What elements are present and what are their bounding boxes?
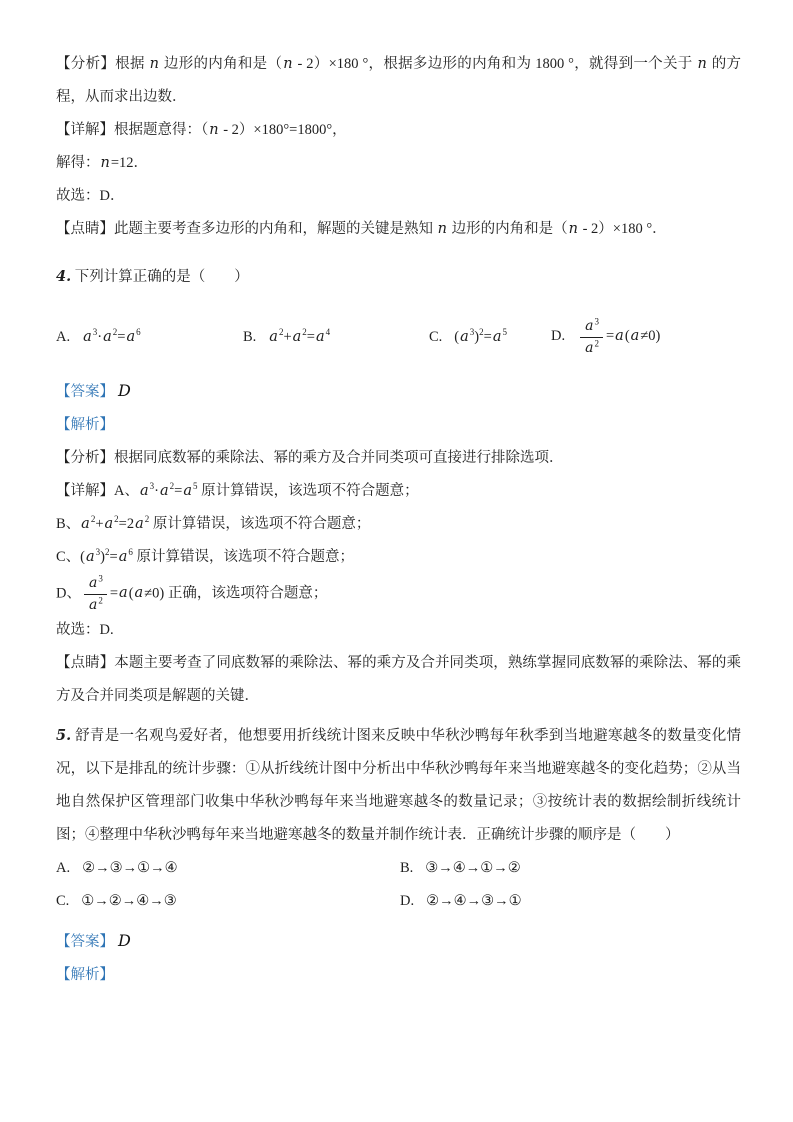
q4-detail-c: C、$(a^3)^2=a^6$ 原计算错误，该选项不符合题意； [56,547,354,565]
q4-option-a [56,326,243,346]
q4-number: 4. [56,268,72,285]
q5-answer-label: 【答案】 [56,934,114,951]
q5-option-d-label: D. [400,893,415,910]
q4-option-c [429,326,551,346]
q5-stem [56,719,741,852]
q5-option-a-label: A. [56,860,71,877]
q5-options-row-1 [56,852,741,885]
q4-option-c-formula: $(a^3)^2=a^5$ [454,326,507,345]
q4-detail-a: 【详解】A、$a^3\cdot a^2=a^5$ 原计算错误，该选项不符合题意； [56,481,419,499]
q4-stem-text: 下列计算正确的是（ ） [74,269,249,285]
q4-stem [56,260,741,294]
q5-option-c-value: ①→②→④→③ [81,893,177,910]
q4-answer-line [56,374,741,409]
q5-option-d-value: ②→④→③→① [426,893,522,910]
q5-stem-text: 舒青是一名观鸟爱好者，他想要用折线统计图来反映中华秋沙鸭每年秋季到当地避寒越冬的数量变化情况，以下是排乱的统计步骤：①从折线统计图中分析出中华秋沙鸭每年来当地避寒越冬的变化趋势；②从当地自然保护区管理部门收集中华秋沙鸭每年来当地避寒越冬的数量记录；③按统计表的数据绘制折线统计图；④整理中华秋沙鸭每年来当地避寒越冬的数量并制作统计表．正确统计步骤的顺序是（ ） [56,728,742,844]
q3-solution-section [56,48,741,246]
q4-detail-b: B、$a^2+a^2=2a^2$ 原计算错误，该选项不符合题意； [56,514,371,532]
q4-section [56,260,741,713]
q4-answer-label: 【答案】 [56,384,114,400]
q5-option-d [400,885,740,918]
q3-analysis-paragraph: 【分析】根据 n 边形的内角和是（n - 2）×180 °，根据多边形的内角和为 1800 °，就得到一个关于 n 的方程，从而求出边数． [56,56,742,105]
q4-analysis-paragraph: 【分析】根据同底数幂的乘除法、幂的乘方及合并同类项可直接进行排除选项． [56,450,564,466]
q5-option-a [56,852,400,885]
q4-choice-paragraph: 故选：D. [56,622,114,639]
q4-option-a-label: A. [56,328,71,345]
q4-jiexi-label: 【解析】 [56,417,114,433]
q5-options-row-2 [56,885,741,918]
q5-answer-line [56,924,741,959]
q4-option-b-formula: $a^2+a^2=a^4$ [269,326,331,345]
q5-answer-letter: D [118,931,131,951]
q4-options-row [56,310,741,364]
q4-option-b-label: B. [243,328,257,345]
q4-option-d-label: D. [551,328,566,345]
q4-option-c-label: C. [429,328,443,345]
q5-option-b-label: B. [400,860,414,877]
q3-solve-paragraph: 解得：n=12． [56,155,149,171]
q3-choice-paragraph: 故选：D． [56,188,125,204]
q4-option-b [243,326,429,346]
q4-answer-letter: D [118,381,131,400]
q3-detail-paragraph: 【详解】根据题意得：（n - 2）×180°=1800°， [56,122,347,138]
q3-note-paragraph: 【点睛】此题主要考查多边形的内角和，解题的关键是熟知 n 边形的内角和是（n - 2）×180 °． [56,221,667,237]
q4-option-a-formula: $a^3\cdot a^2=a^6$ [83,326,141,345]
q5-section [56,719,741,992]
q5-jiexi-label: 【解析】 [56,967,114,984]
q5-option-c [56,885,400,918]
q4-option-d-formula: $\frac{a^3}{a^2}$ =a(a≠0) [577,328,660,344]
q5-option-a-value: ②→③→①→④ [82,860,178,877]
q5-number: 5. [56,727,72,745]
q4-note-paragraph: 【点睛】本题主要考查了同底数幂的乘除法、幂的乘方及合并同类项，熟练掌握同底数幂的乘除法、幂的乘方及合并同类项是解题的关键． [56,655,741,705]
q5-option-b-value: ③→④→①→② [425,860,521,877]
q5-option-c-label: C. [56,893,70,910]
q5-option-b [400,852,740,885]
q4-detail-d: D、 $\frac{a^3}{a^2}$ =a(a≠0) 正确，该选项符合题意； [56,573,328,614]
q4-option-d [551,317,741,357]
